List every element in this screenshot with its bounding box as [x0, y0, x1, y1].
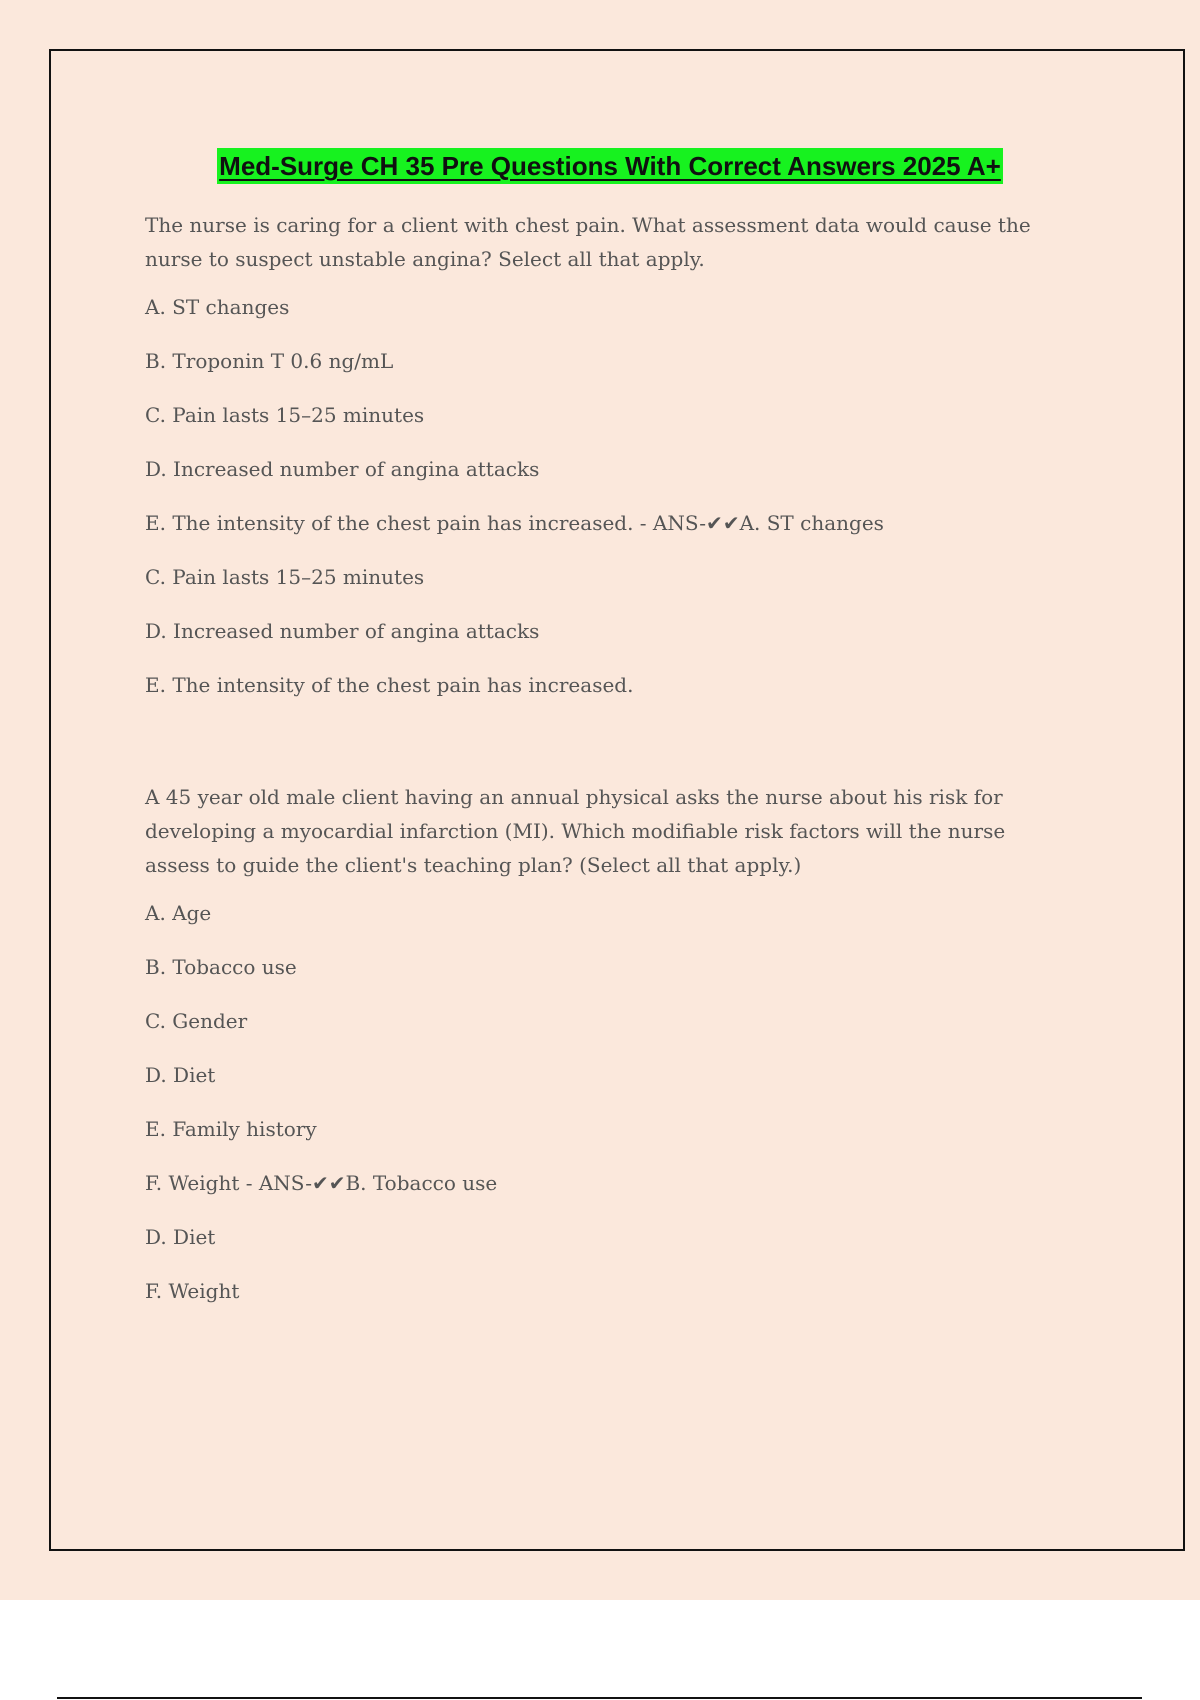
question-2-line-7: D. Diet [145, 1225, 216, 1249]
question-1-line-7: D. Increased number of angina attacks [145, 619, 540, 643]
question-1-line-3: C. Pain lasts 15–25 minutes [145, 403, 425, 427]
question-2-line-8: F. Weight [145, 1279, 240, 1303]
question-2-answer-line: F. Weight - ANS-✔✔B. Tobacco use [145, 1171, 498, 1195]
section-spacer [145, 722, 1075, 780]
document-title: Med-Surge CH 35 Pre Questions With Correct Answers 2025 A+ [217, 148, 1003, 184]
question-2-prompt: A 45 year old male client having an annual physical asks the nurse about his risk for developing a myocardial infarction (MI). Which modifiable risk factors will the nurse assess to guide the client's teaching plan? (Select all that apply.) [145, 785, 1006, 877]
document-body [145, 148, 1075, 1328]
question-2-line-4: D. Diet [145, 1063, 216, 1087]
question-2-line-1: A. Age [145, 901, 212, 925]
question-1-prompt: The nurse is caring for a client with chest pain. What assessment data would cause the nurse to suspect unstable angina? Select all that apply. [145, 213, 1031, 271]
question-1-answer-line: E. The intensity of the chest pain has increased. - ANS-✔✔A. ST changes [145, 511, 884, 535]
footer-divider [57, 1697, 1142, 1699]
question-1-line-2: B. Troponin T 0.6 ng/mL [145, 349, 394, 373]
question-2-line-2: B. Tobacco use [145, 955, 297, 979]
question-1-line-6: C. Pain lasts 15–25 minutes [145, 565, 425, 589]
question-1-line-4: D. Increased number of angina attacks [145, 457, 540, 481]
question-1-line-8: E. The intensity of the chest pain has increased. [145, 673, 634, 697]
question-1-line-1: A. ST changes [145, 295, 290, 319]
title-container [145, 148, 1075, 184]
question-2-line-3: C. Gender [145, 1009, 248, 1033]
question-2-line-5: E. Family history [145, 1117, 317, 1141]
